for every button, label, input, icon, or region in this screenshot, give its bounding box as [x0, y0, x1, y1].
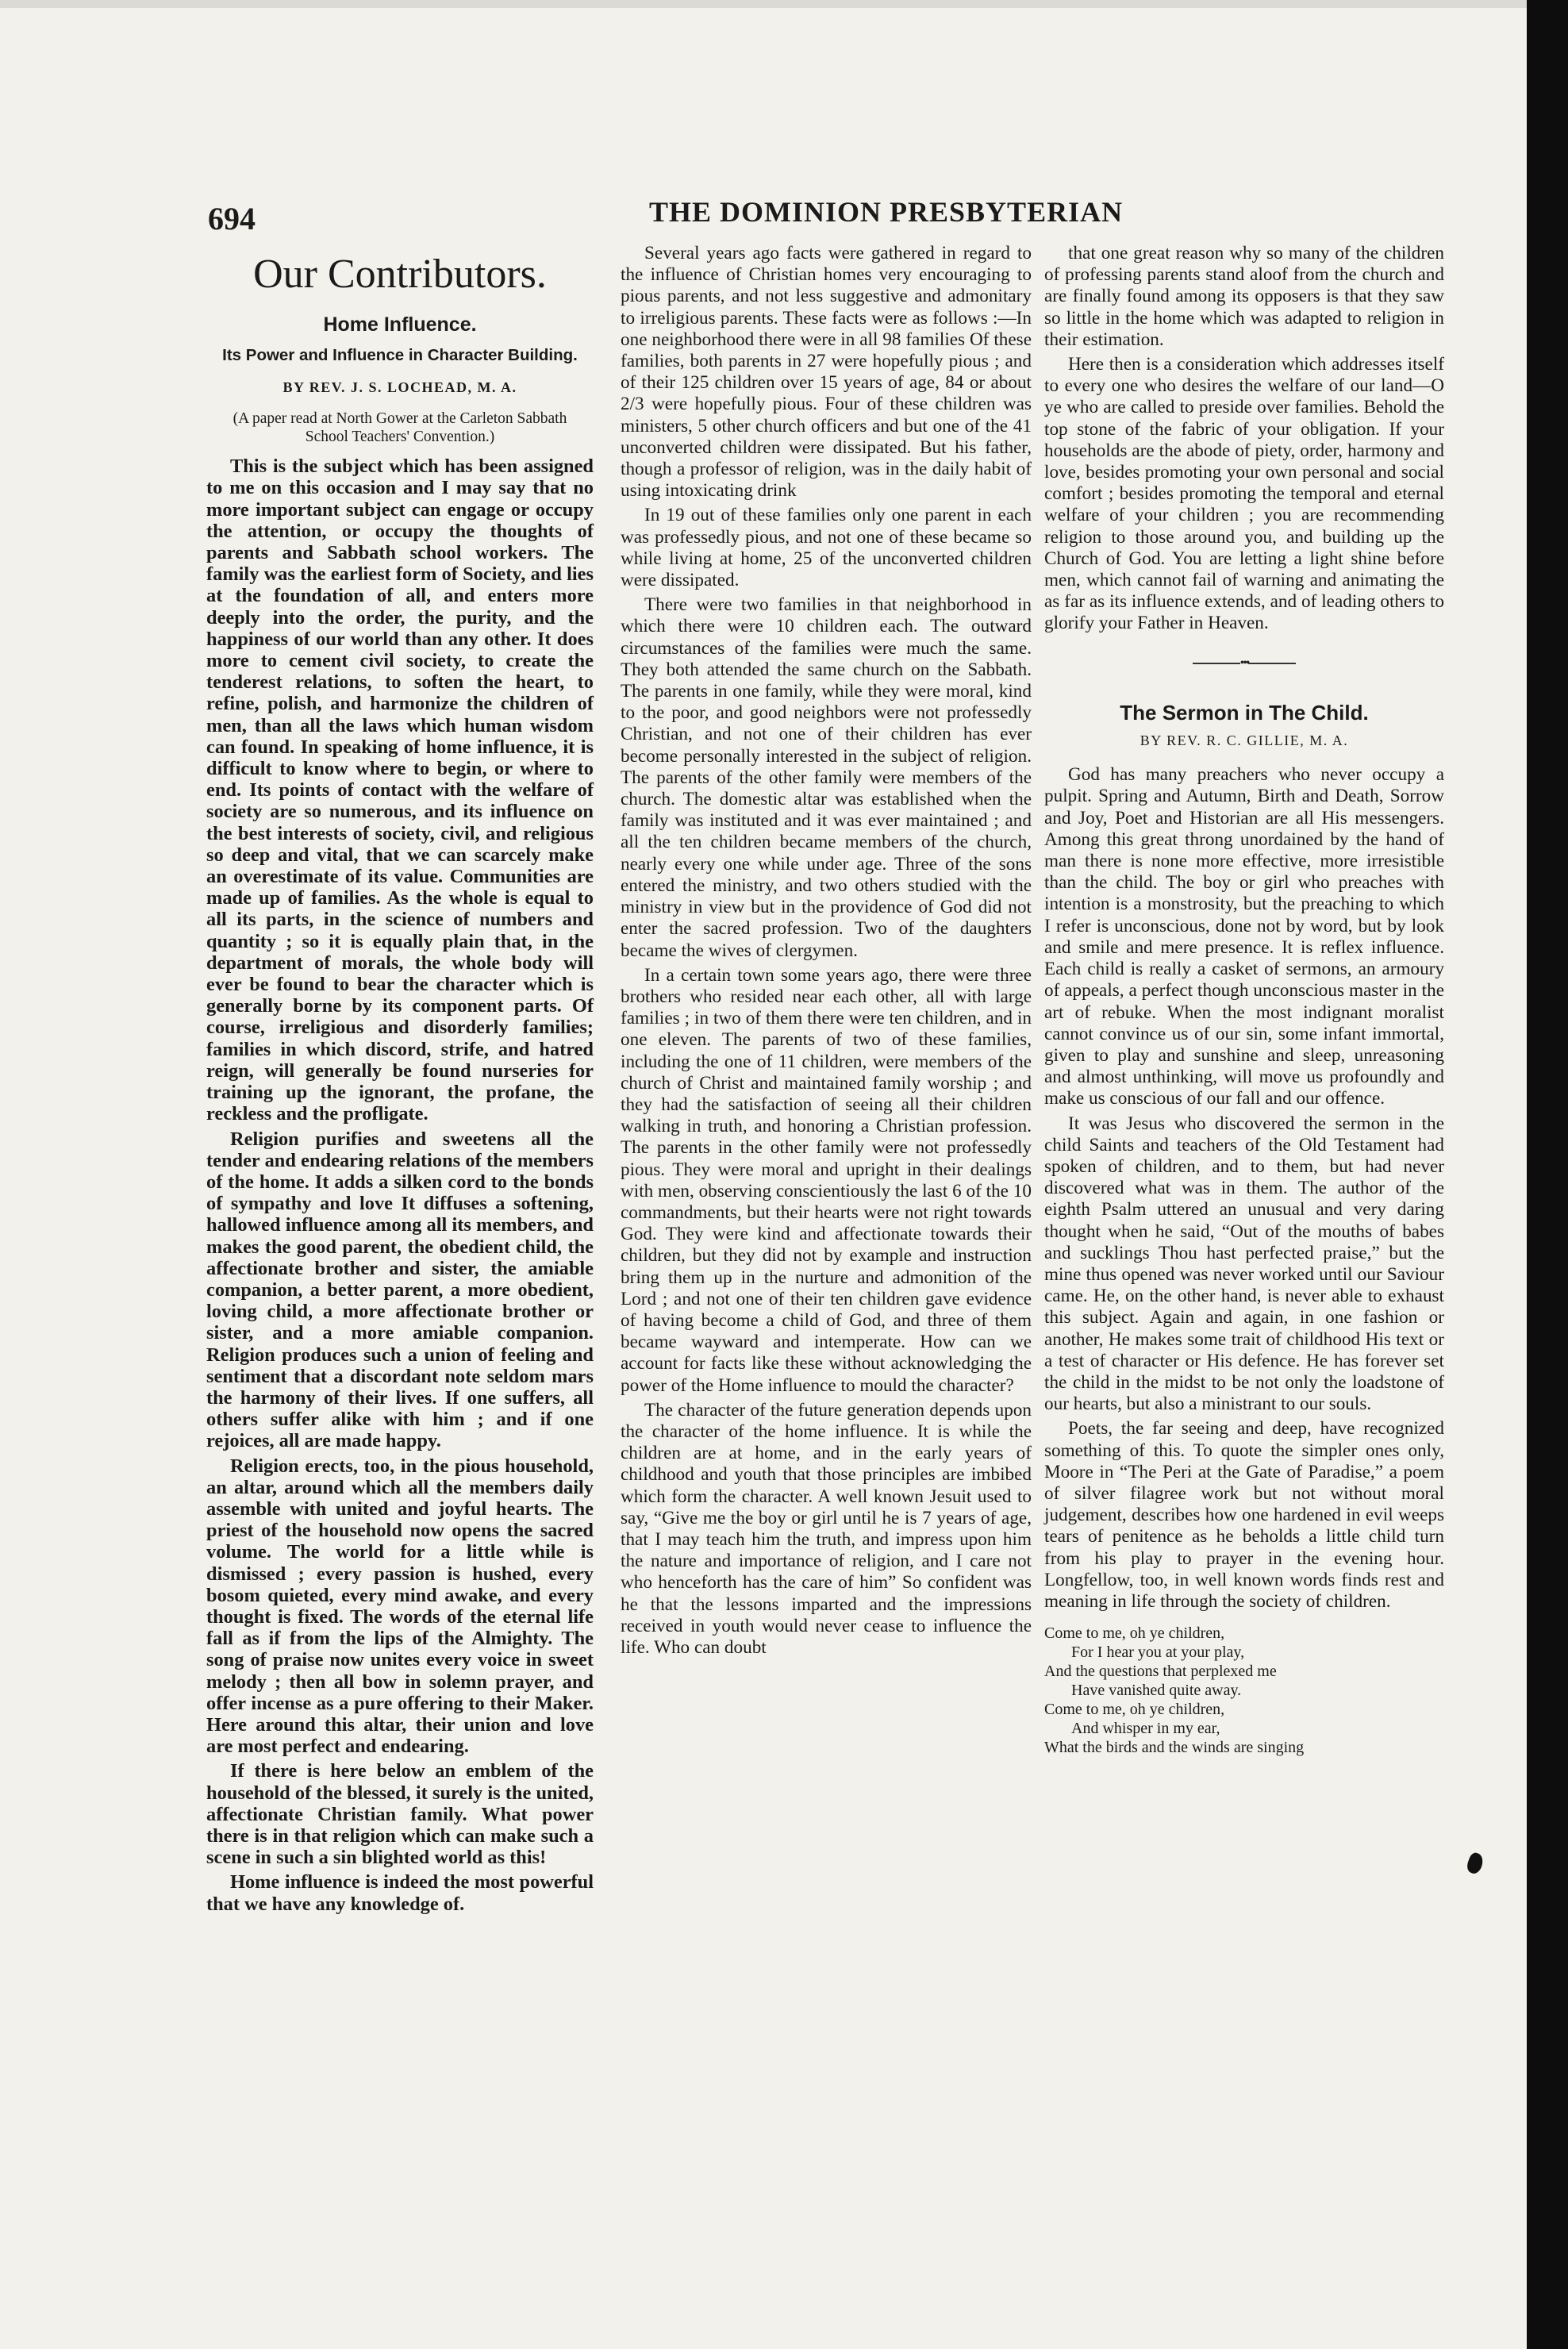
scan-edge-right	[1527, 0, 1568, 2349]
page-number: 694	[208, 201, 256, 236]
column-1	[206, 232, 594, 1918]
article-subtitle: Its Power and Influence in Character Building.	[222, 346, 578, 364]
paragraph: There were two families in that neighborhood in which there were 10 children each. The outward circumstances of the families were much the same. They both attended the same church on the Sabbath. The parents in one family, while they were moral, kind to the poor, and good neighbors were not professedly Christian, and not one of their children has ever become personally interested in the subject of religion. The parents of the other family were members of the church. The domestic altar was established when the family was instituted and it was ever maintained ; and all the ten children became members of the church, nearly every one while under age. Three of the sons entered the ministry, and two others studied with the ministry in view but in the providence of God did not enter the sacred profession. Two of the daughters became the wives of clergymen.	[621, 594, 1032, 961]
paragraph: If there is here below an emblem of the household of the blessed, it surely is the united, affectionate Christian family. What power there is in that religion which can make such a scene in such a sin blighted world as this!	[206, 1760, 594, 1869]
article-byline: BY REV. J. S. LOCHEAD, M. A.	[282, 379, 517, 395]
running-head: THE DOMINION PRESBYTERIAN	[649, 196, 1124, 228]
article-note: (A paper read at North Gower at the Carleton Sabbath School Teachers' Convention.)	[233, 410, 567, 446]
column-3	[1044, 243, 1444, 1757]
section-divider: •••	[1044, 652, 1444, 674]
paragraph: Here then is a consideration which addresses itself to every one who desires the welfare of our land—O ye who are called to preside over families. Behold the top stone of the fabric of your obligation. If your households are the abode of piety, order, harmony and love, besides promoting your own personal and social comfort ; besides promoting the temporal and eternal welfare of your children ; you are recommending religion to those around you, and building up the Church of God. You are letting a light shine before men, which cannot fail of warning and animating the as far as its influence extends, and of leading others to glorify your Father in Heaven.	[1044, 354, 1444, 634]
poem-line: And whisper in my ear,	[1071, 1720, 1220, 1738]
paragraph: Religion purifies and sweetens all the tender and endearing relations of the members of the home. It adds a silken cord to the bonds of sympathy and love It diffuses a softening, hallowed influence among all its members, and makes the good parent, the obedient child, the affectionate brother and sister, the amiable companion, a better parent, a more obedient, loving child, a more affectionate brother or sister, and a more amiable companion. Religion produces such a union of feeling and sentiment that a discordant note seldom mars the harmony of their lives. If one suffers, all others suffer alike with him ; and if one rejoices, all are made happy.	[206, 1128, 594, 1452]
paragraph: Poets, the far seeing and deep, have recognized something of this. To quote the simpler ones only, Moore in “The Peri at the Gate of Paradise,” a poem of silver filagree work but not without moral judgement, describes how one hardened in evil weeps tears of penitence as he beholds a little child turn from his play to prayer in the evening hour. Longfellow, too, in well known words finds rest and meaning in life through the society of children.	[1044, 1418, 1444, 1612]
paragraph: In a certain town some years ago, there were three brothers who resided near each other, all with large families ; in two of them there were ten children, and in one eleven. The parents of two of these families, including the one of 11 children, were members of the church of Christ and maintained family worship ; and they had the satisfaction of seeing all their children walking in truth, and honoring a Christian profession. The parents in the other family were not professedly pious. They were moral and upright in their dealings with men, observing conscientiously the last 6 of the 10 commandments, but their hearts were not right towards God. They were kind and affectionate towards their children, but they did not by example and instruction bring them up in the nurture and admonition of the Lord ; and not one of their ten children gave evidence of having become a child of God, and three of them became wayward and intemperate. How can we account for facts like these without acknowledging the power of the Home influence to mould the character?	[621, 964, 1032, 1396]
poem-line: Come to me, oh ye children,	[1044, 1624, 1225, 1643]
poem-line: For I hear you at your play,	[1071, 1644, 1245, 1662]
article-byline-2: BY REV. R. C. GILLIE, M. A.	[1139, 732, 1349, 749]
scan-edge-top	[0, 0, 1568, 8]
article-title-2: The Sermon in The Child.	[1120, 700, 1369, 725]
poem	[1044, 1624, 1444, 1757]
article-title: Home Influence.	[323, 313, 477, 336]
paragraph: The character of the future generation depends upon the character of the home influence. It is while the children are at home, and in the early years of childhood and youth that those principles are imbibed which form the character. A well known Jesuit used to say, “Give me the boy or girl until he is 7 years of age, that I may teach him the truth, and impress upon him the nature and importance of religion, and I care not who henceforth has the care of him” So confident was he that the lessons imparted and the impressions received in youth would never cease to influence the life. Who can doubt	[621, 1399, 1032, 1658]
paragraph: Several years ago facts were gathered in regard to the influence of Christian homes very encouraging to pious parents, and not less suggestive and admonitary to irreligious parents. These facts were as follows :—In one neighborhood there were in all 98 families Of these families, both parents in 27 were hopefully pious ; and of their 125 children over 15 years of age, 84 or about 2/3 were hopefully pious. Four of these children was ministers, 5 other church officers and but one of the 41 unconverted children were dissipated. But his father, though a professor of religion, was in the daily habit of using intoxicating drink	[621, 243, 1032, 502]
paragraph: that one great reason why so many of the children of professing parents stand aloof from the church and are finally found among its opposers is that they saw so little in the home which was adapted to religion in their estimation.	[1044, 243, 1444, 350]
paragraph: Religion erects, too, in the pious household, an altar, around which all the members daily assemble with united and joyful hearts. The priest of the household now opens the sacred volume. The world for a little while is dismissed ; every passion is hushed, every bosom quieted, every mind awake, and every thought is fixed. The words of the eternal life fall as if from the lips of the Almighty. The song of praise now unites every voice in sweet melody ; then all bow in solemn prayer, and offer incense as a pure offering to their Maker. Here around this altar, their union and love are most perfect and endearing.	[206, 1455, 594, 1758]
poem-line: What the birds and the winds are singing	[1044, 1739, 1305, 1757]
poem-line: And the questions that perplexed me	[1044, 1663, 1277, 1681]
paragraph: This is the subject which has been assigned to me on this occasion and I may say that no more important subject can engage or occupy the attention, or occupy the thoughts of parents and Sabbath school workers. The family was the earliest form of Society, and lies at the foundation of all, and enters more deeply into the order, the purity, and the happiness of our world than any other. It does more to cement civil society, to create the tenderest relations, to soften the heart, to refine, polish, and harmonize the children of men, than all the laws which human wisdom can found. In speaking of home influence, it is difficult to know where to begin, or where to end. Its points of contact with the welfare of society are so numerous, and its influence on the best interests of society, civil, and religious so deep and vital, that we can scarcely make an overestimate of its value. Communities are made up of families. As the whole is equal to all its parts, in the science of numbers and quantity ; so it is equally plain that, in the department of morals, the whole body will ever be found to bear the character which is generally borne by its component parts. Of course, irreligious and disorderly families; families in which discord, strife, and hatred reign, will generally be found nurseries for training up the ignorant, the profane, the reckless and the profligate.	[206, 456, 594, 1125]
paragraph: God has many preachers who never occupy a pulpit. Spring and Autumn, Birth and Death, Sorrow and Joy, Poet and Historian are all His messengers. Among this great throng unordained by the hand of man there is none more effective, more irresistible than the child. The boy or girl who preaches with intention is a monstrosity, but the preaching to which I refer is unconscious, done not by word, but by look and smile and mere presence. It is reflex influence. Each child is really a casket of sermons, an armoury of appeals, a perfect though unconscious master in the art of rebuke. When the most indignant moralist cannot convince us of our sin, some infant immortal, given to play and sunshine and sleep, unreasoning and almost unthinking, will move us profoundly and make us conscious of our fall and our offence.	[1044, 764, 1444, 1109]
paragraph: It was Jesus who discovered the sermon in the child Saints and teachers of the Old Testament had spoken of children, and to them, but had never discovered what was in them. The author of the eighth Psalm uttered an unusual and very daring thought when he said, “Out of the mouths of babes and sucklings Thou hast perfected praise,” but the mine thus opened was never worked until our Saviour came. He, on the other hand, is never able to exhaust this subject. Again and again, in one fashion or another, He makes some trait of childhood His text or a test of character or His defence. He has forever set the child in the midst to be not only the loadstone of our hearts, but also a ministrant to our souls.	[1044, 1113, 1444, 1415]
paragraph: In 19 out of these families only one parent in each was professedly pious, and not one of these became so while living at home, 25 of the unconverted children were dissipated.	[621, 505, 1032, 591]
poem-line: Come to me, oh ye children,	[1044, 1701, 1225, 1719]
ink-blot	[1465, 1851, 1485, 1876]
paragraph: Home influence is indeed the most powerful that we have any knowledge of.	[206, 1871, 594, 1915]
poem-line: Have vanished quite away.	[1071, 1682, 1242, 1700]
column-2	[621, 243, 1032, 1662]
section-title: Our Contributors.	[253, 252, 547, 297]
